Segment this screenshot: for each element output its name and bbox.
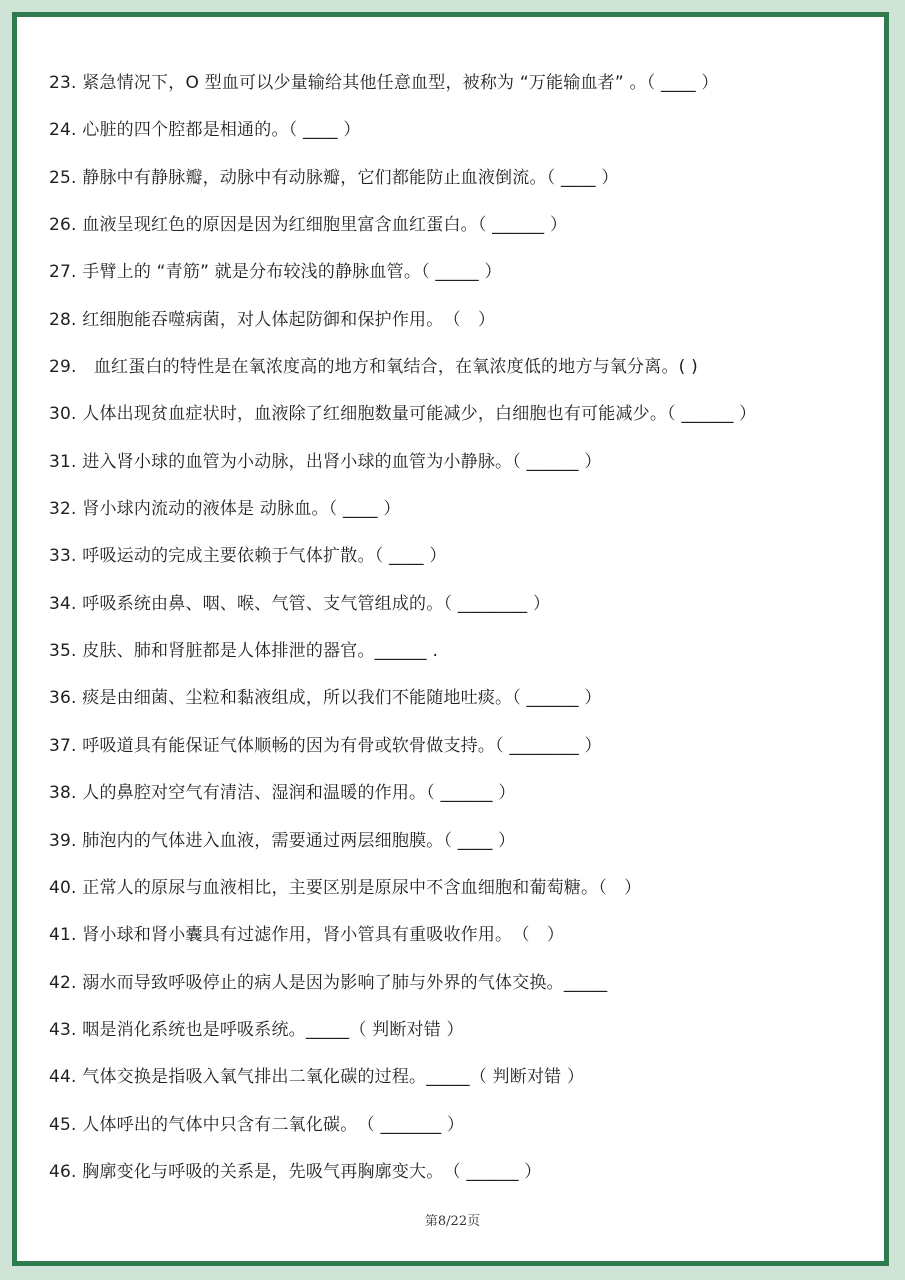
question-item <box>49 391 839 438</box>
question-text: . 血液呈现红色的原因是因为红细胞里富含血红蛋白。（ ______ ） <box>71 215 568 236</box>
question-number: 40 <box>49 877 72 898</box>
question-text: . 进入肾小球的血管为小动脉，出肾小球的血管为小静脉。（ ______ ） <box>71 451 602 472</box>
question-text: . 呼吸运动的完成主要依赖于气体扩散。（ ____ ） <box>71 546 447 567</box>
question-number: 34 <box>49 593 72 614</box>
question-list <box>49 60 839 1196</box>
question-text: . 红细胞能吞噬病菌，对人体起防御和保护作用。 （ ） <box>71 309 496 330</box>
question-number: 30 <box>49 404 72 425</box>
question-text: . 痰是由细菌、尘粒和黏液组成，所以我们不能随地吐痰。（ ______ ） <box>71 688 602 709</box>
question-number: 39 <box>49 830 72 851</box>
question-number: 27 <box>49 262 72 283</box>
question-text: . 肾小球内流动的液体是 动脉血。（ ____ ） <box>71 499 401 520</box>
question-number: 31 <box>49 451 72 472</box>
question-number: 46 <box>49 1161 72 1182</box>
question-text: . 人的鼻腔对空气有清洁、湿润和温暖的作用。（ ______ ） <box>71 783 516 804</box>
question-text: . 呼吸系统由鼻、咽、喉、气管、支气管组成的。（ ________ ） <box>71 593 551 614</box>
question-number: 24 <box>49 120 72 141</box>
question-number: 44 <box>49 1067 72 1088</box>
question-text: . 气体交换是指吸入氧气排出二氧化碳的过程。_____（ 判断对错 ） <box>71 1067 585 1088</box>
question-item <box>49 675 839 722</box>
question-number: 35 <box>49 641 72 662</box>
question-text: . 人体呼出的气体中只含有二氧化碳。 （ _______ ） <box>71 1114 465 1135</box>
question-item <box>49 1102 839 1149</box>
question-number: 43 <box>49 1019 72 1040</box>
question-number: 45 <box>49 1114 72 1135</box>
question-number: 25 <box>49 167 72 188</box>
question-item <box>49 1149 839 1196</box>
question-item <box>49 581 839 628</box>
question-item <box>49 1007 839 1054</box>
question-item <box>49 486 839 533</box>
question-text: . 人体出现贫血症状时，血液除了红细胞数量可能减少，白细胞也有可能减少。（ ______ ） <box>71 404 757 425</box>
question-item <box>49 202 839 249</box>
question-text: . 心脏的四个腔都是相通的。（ ____ ） <box>71 120 361 141</box>
question-number: 38 <box>49 783 72 804</box>
question-item <box>49 533 839 580</box>
question-text: . 肾小球和肾小囊具有过滤作用，肾小管具有重吸收作用。 （ ） <box>71 925 565 946</box>
question-item <box>49 960 839 1007</box>
question-text: . 紧急情况下，O 型血可以少量输给其他任意血型，被称为 “万能输血者” 。（ ____ ） <box>71 73 719 93</box>
question-text: . 静脉中有静脉瓣，动脉中有动脉瓣，它们都能防止血液倒流。（ ____ ） <box>71 167 619 188</box>
question-number: 33 <box>49 546 72 567</box>
question-number: 23 <box>49 73 72 93</box>
question-item <box>49 912 839 959</box>
question-item <box>49 344 839 391</box>
question-item <box>49 297 839 344</box>
question-number: 37 <box>49 735 72 756</box>
page-number: 第8/22页 <box>424 1214 481 1229</box>
question-text: . 手臂上的 “青筋” 就是分布较浅的静脉血管。（ _____ ） <box>71 262 502 283</box>
question-text: . 皮肤、肺和肾脏都是人体排泄的器官。______ . <box>71 641 439 662</box>
question-number: 42 <box>49 972 72 993</box>
question-item <box>49 155 839 202</box>
question-item <box>49 770 839 817</box>
question-item <box>49 107 839 154</box>
question-text: . 肺泡内的气体进入血液，需要通过两层细胞膜。（ ____ ） <box>71 830 516 851</box>
question-item <box>49 818 839 865</box>
question-text: . 胸廓变化与呼吸的关系是，先吸气再胸廓变大。 （ ______ ） <box>71 1161 542 1182</box>
question-number: 29 <box>49 357 72 378</box>
question-number: 36 <box>49 688 72 709</box>
question-text: . 血红蛋白的特性是在氧浓度高的地方和氧结合，在氧浓度低的地方与氧分离。( ) <box>71 357 698 378</box>
question-item <box>49 249 839 296</box>
question-item <box>49 439 839 486</box>
question-number: 28 <box>49 309 72 330</box>
question-item <box>49 723 839 770</box>
question-item <box>49 865 839 912</box>
question-number: 26 <box>49 215 72 236</box>
question-item <box>49 628 839 675</box>
question-text: . 溺水而导致呼吸停止的病人是因为影响了肺与外界的气体交换。_____ <box>71 972 608 993</box>
question-text: . 呼吸道具有能保证气体顺畅的因为有骨或软骨做支持。（ ________ ） <box>71 735 602 756</box>
question-number: 41 <box>49 925 72 946</box>
question-text: . 咽是消化系统也是呼吸系统。_____（ 判断对错 ） <box>71 1019 464 1040</box>
question-item <box>49 60 839 107</box>
question-text: . 正常人的原尿与血液相比，主要区别是原尿中不含血细胞和葡萄糖。（ ） <box>71 877 642 898</box>
question-number: 32 <box>49 499 72 520</box>
question-item <box>49 1054 839 1101</box>
